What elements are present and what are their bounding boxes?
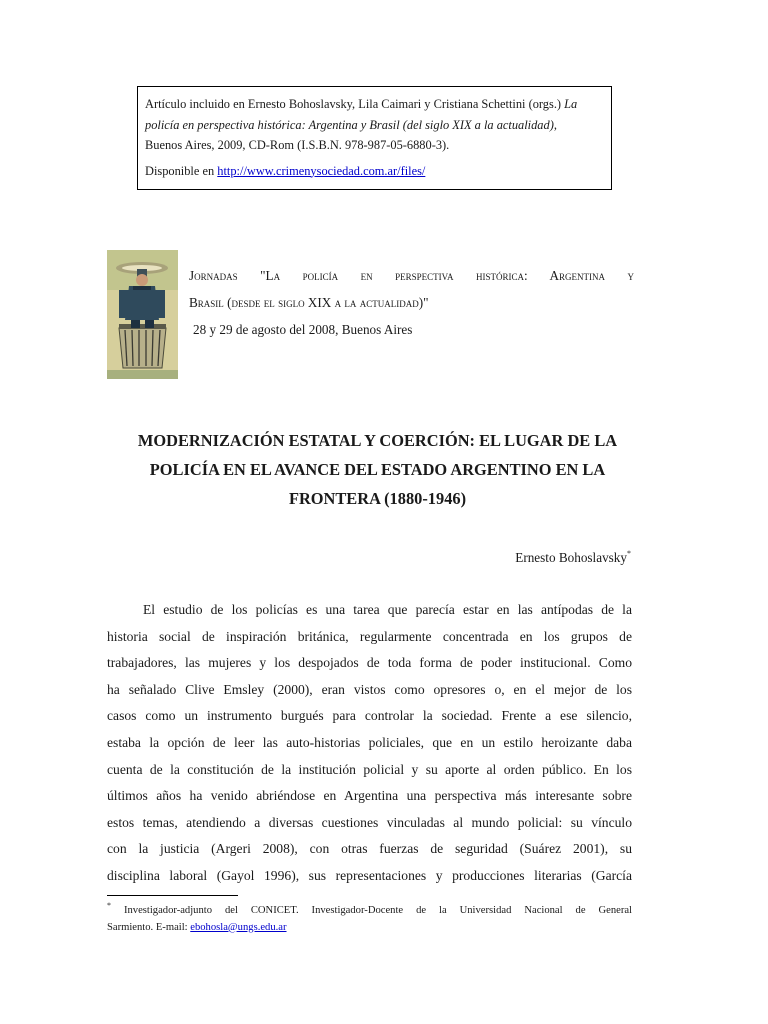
citation-text xyxy=(145,94,604,156)
body-line: disciplina laboral (Gayol 1996), sus representaciones y producciones literarias (García xyxy=(107,867,632,883)
footnote xyxy=(107,898,632,936)
body-line: ha señalado Clive Emsley (2000), eran vistos como opresores o, en el mejor de los xyxy=(107,681,632,697)
available-link[interactable]: http://www.crimenysociedad.com.ar/files/ xyxy=(217,163,426,178)
body-line: estos temas, atendiendo a diversas cuestiones vinculadas al mundo policial: su vínculo xyxy=(107,814,632,830)
citation-book-title: policía en perspectiva histórica: Argentina y Brasil (del siglo XIX a la actualidad) xyxy=(145,117,554,132)
body-line: El estudio de los policías es una tarea que parecía estar en las antípodas de la xyxy=(143,602,632,617)
footnote-email-label: Sarmiento. E-mail: xyxy=(107,921,191,933)
citation-publication: Buenos Aires, 2009, CD-Rom (I.S.B.N. 978-987-05-6880-3). xyxy=(145,138,450,152)
body-paragraph xyxy=(107,597,632,890)
jornadas-heading xyxy=(189,262,634,343)
jornadas-line-1: Jornadas "La policía en perspectiva histórica: Argentina y xyxy=(189,268,634,283)
footnote-marker: * xyxy=(107,901,111,910)
body-line: con la justicia (Argeri 2008), con otras fuerzas de seguridad (Suárez 2001), su xyxy=(107,841,632,857)
citation-availability xyxy=(145,161,604,182)
police-officer-illustration xyxy=(107,250,178,379)
title-line-1: MODERNIZACIÓN ESTATAL Y COERCIÓN: EL LUGAR DE LA xyxy=(137,431,618,450)
available-label: Disponible en xyxy=(145,163,218,178)
footnote-email-link[interactable]: ebohosla@ungs.edu.ar xyxy=(190,921,287,933)
title-line-3: FRONTERA (1880-1946) xyxy=(288,489,467,508)
article-title xyxy=(110,426,645,513)
author-name: Ernesto Bohoslavsky xyxy=(515,550,627,565)
author-footnote-marker: * xyxy=(627,549,631,558)
jornadas-logo xyxy=(107,250,178,379)
title-line-2: POLICÍA EN EL AVANCE DEL ESTADO ARGENTINO EN LA xyxy=(149,460,606,479)
body-line: historia social de inspiración británica, regularmente concentrada en los grupos de xyxy=(107,628,632,644)
citation-comma: , xyxy=(553,117,557,132)
body-line: estaba la opción de leer las auto-historias policiales, que en un estilo heroizante daba xyxy=(107,734,632,750)
author-byline xyxy=(515,549,631,566)
footnote-line-1 xyxy=(107,898,632,920)
footnote-affiliation: Investigador-adjunto del CONICET. Investigador-Docente de la Universidad Nacional de General xyxy=(111,905,632,916)
body-line: casos como un instrumento burgués para controlar la sociedad. Frente a ese silencio, xyxy=(107,708,632,724)
body-line: últimos años ha venido abriéndose en Argentina una perspectiva más interesante sobre xyxy=(107,788,632,804)
citation-line1: Artículo incluido en Ernesto Bohoslavsky, Lila Caimari y Cristiana Schettini (orgs.) xyxy=(145,97,565,111)
body-line: cuenta de la constitución de la institución policial y su aporte al orden público. En los xyxy=(107,761,632,777)
jornadas-date: 28 y 29 de agosto del 2008, Buenos Aires xyxy=(193,322,413,337)
citation-book-title-start: La xyxy=(564,97,578,111)
footnote-line-2 xyxy=(107,920,632,937)
footnote-separator xyxy=(107,895,238,896)
body-line: trabajadores, las mujeres y los despojados de toda forma de poder institucional. Como xyxy=(107,655,632,671)
jornadas-line-2: Brasil (desde el siglo XIX a la actualidad)" xyxy=(189,295,429,310)
citation-box xyxy=(137,86,612,190)
